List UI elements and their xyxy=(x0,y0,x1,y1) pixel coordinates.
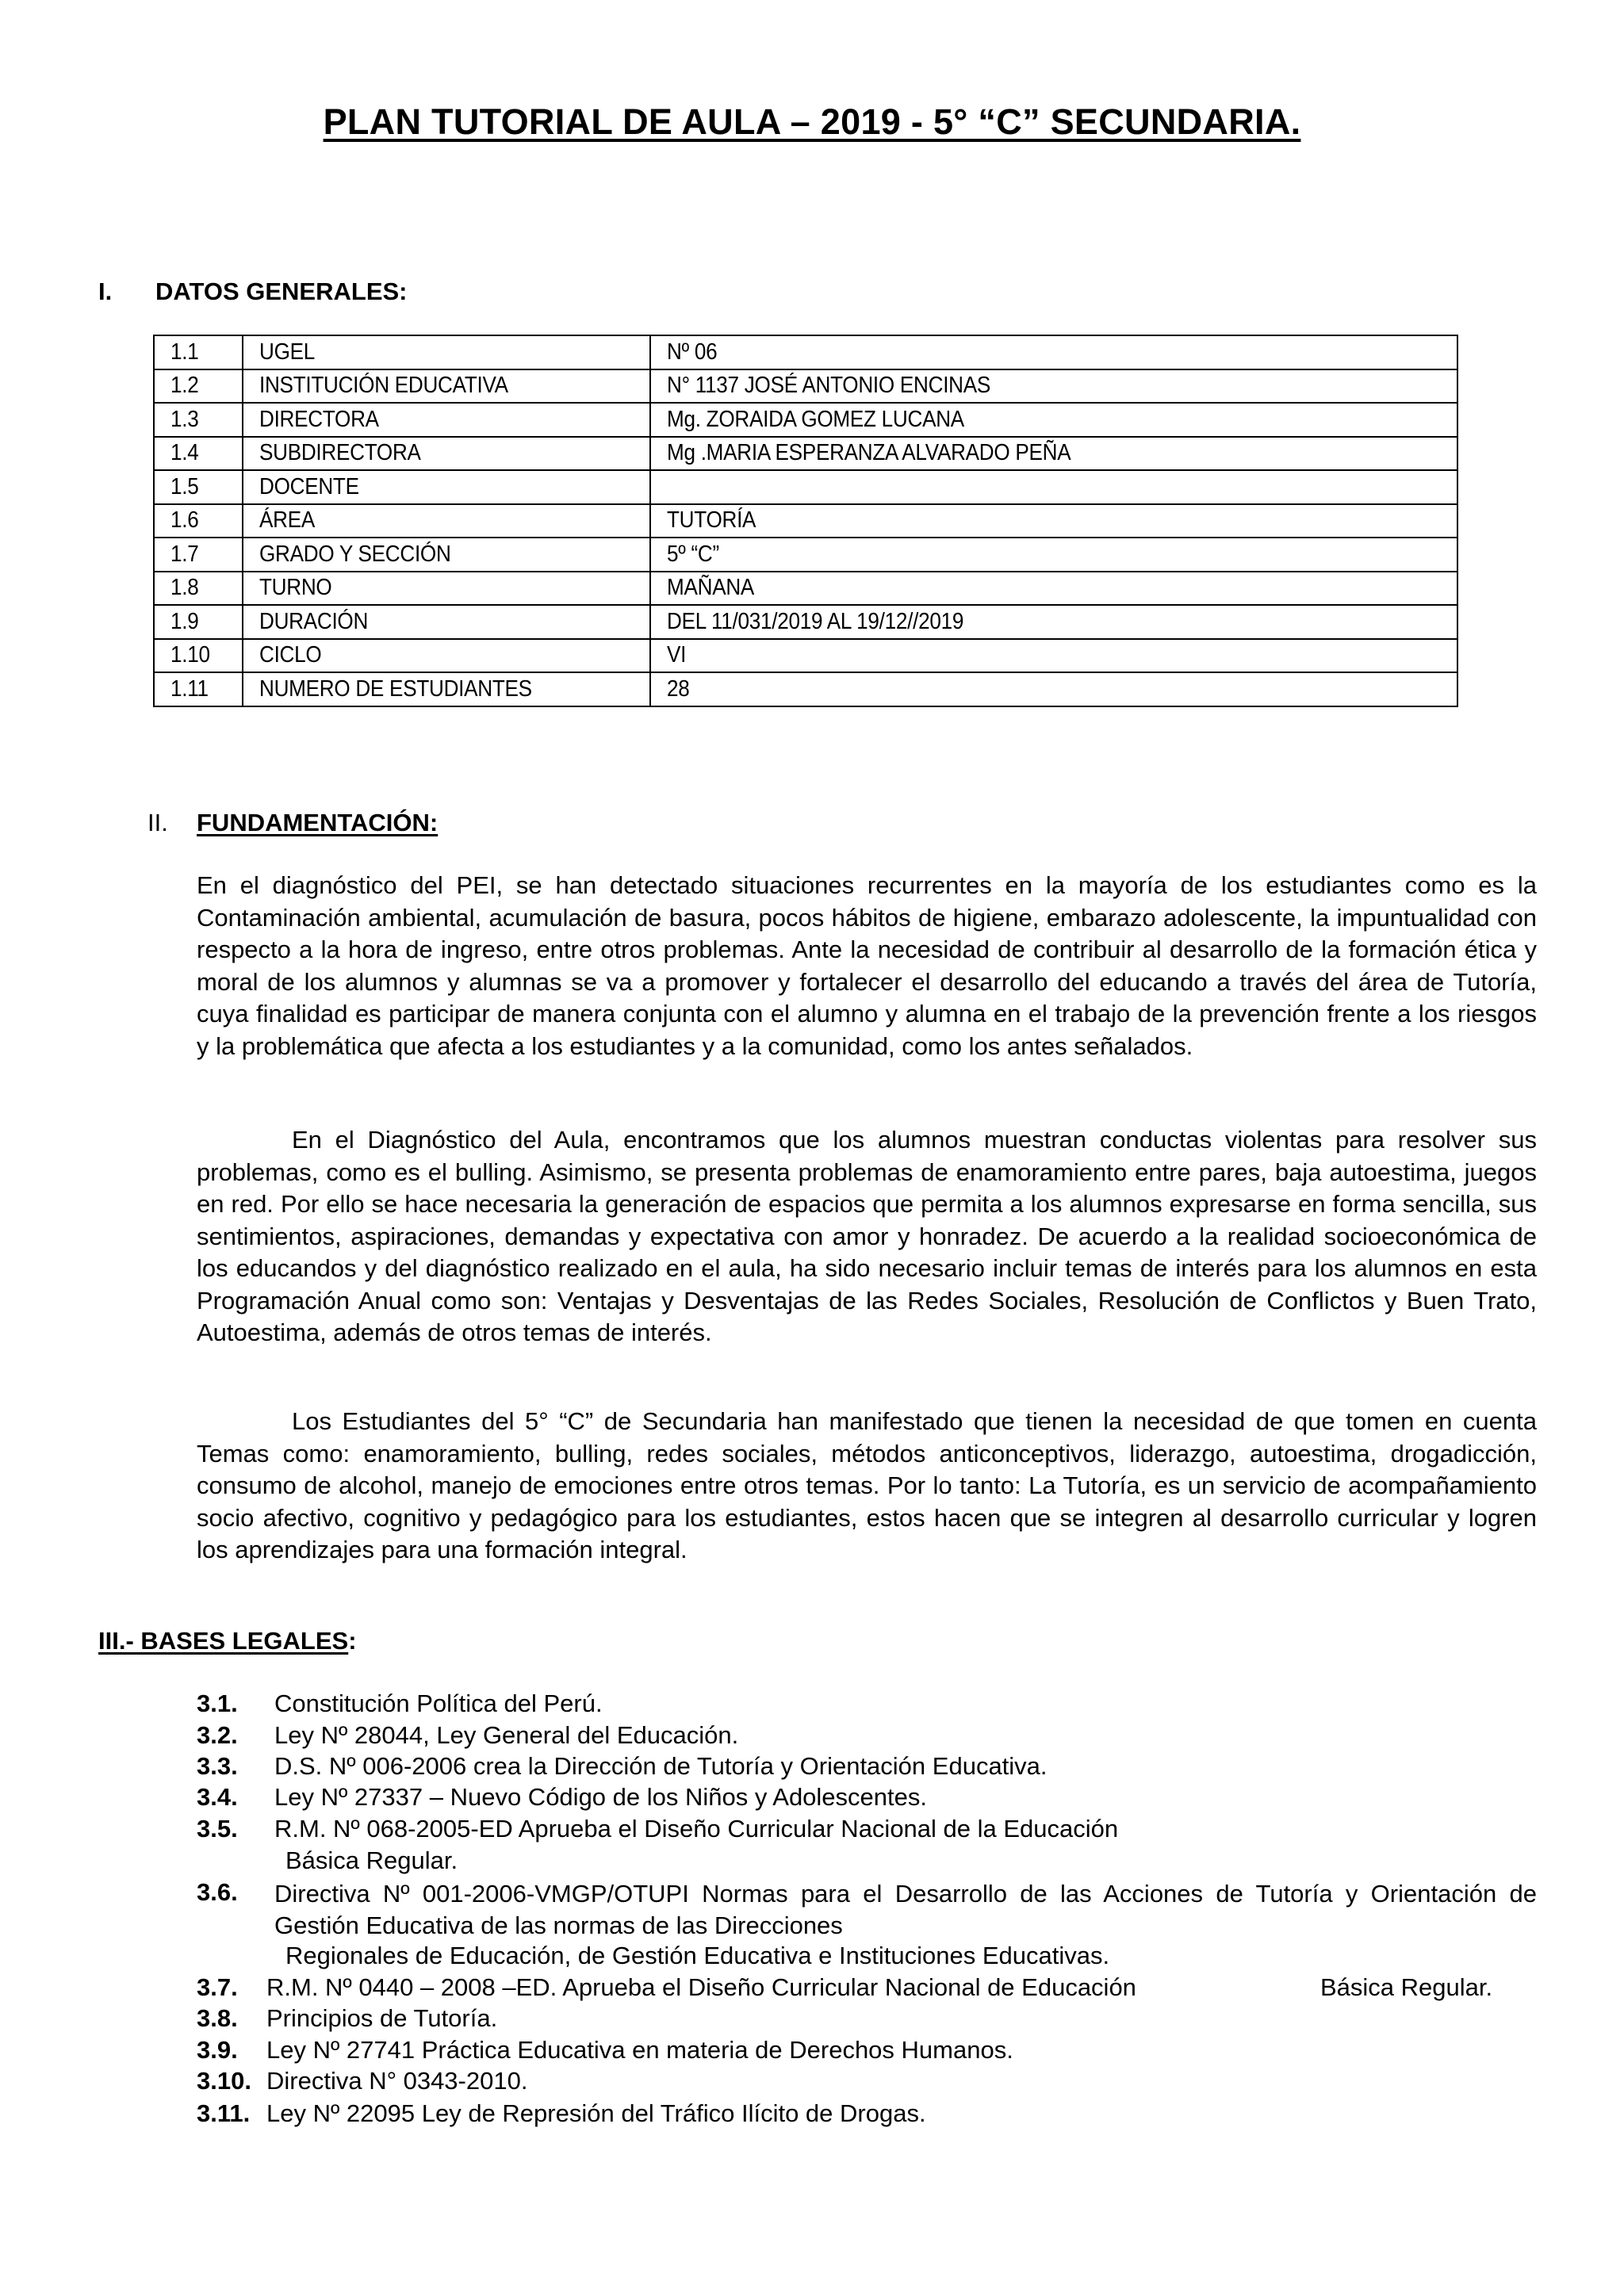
cell-text: 1.2 xyxy=(170,373,199,399)
table-cell-value xyxy=(650,538,1457,572)
fundamentacion-paragraph-2: En el Diagnóstico del Aula, encontramos que los alumnos muestran conductas violentas para resolver sus problemas, como es el bulling. Asimismo, se presenta problemas de enamoramiento entre pares, baja autoestima, juegos en red. Por ello se hace necesaria la generación de espacios que permita a los alumnos expresarse en forma sencilla, sus sentimientos, aspiraciones, demandas y expectativa con amor y honradez. De acuerdo a la realidad socioeconómica de los educandos y del diagnóstico realizado en el aula, ha sido necesario incluir temas de interés para los alumnos en esta Programación Anual como son: Ventajas y Desventajas de las Redes Sociales, Resolución de Conflictos y Buen Trato, Autoestima, además de otros temas de interés. xyxy=(197,1126,1537,1346)
table-row xyxy=(154,437,1457,471)
legal-item xyxy=(197,1752,1048,1781)
legal-item-text: D.S. Nº 006-2006 crea la Dirección de Tutoría y Orientación Educativa. xyxy=(274,1752,1048,1780)
table-cell-item xyxy=(243,470,650,504)
table-cell-item xyxy=(243,672,650,706)
table-row xyxy=(154,335,1457,369)
cell-text: DEL 11/031/2019 AL 19/12//2019 xyxy=(667,608,964,634)
cell-text: DIRECTORA xyxy=(259,406,379,432)
table-cell-item xyxy=(243,605,650,639)
table-cell-item xyxy=(243,504,650,538)
table-cell-item xyxy=(243,403,650,437)
legal-item-tail: Básica Regular. xyxy=(1320,1973,1493,2001)
cell-text: 1.10 xyxy=(170,642,210,668)
cell-text: ÁREA xyxy=(259,507,316,534)
cell-text: 1.3 xyxy=(170,406,199,432)
table-cell-value xyxy=(650,572,1457,606)
table-row xyxy=(154,504,1457,538)
cell-text: Nº 06 xyxy=(667,339,718,365)
table-cell-value xyxy=(650,672,1457,706)
legal-item-text: Principios de Tutoría. xyxy=(266,2004,498,2032)
table-row xyxy=(154,369,1457,404)
legal-item xyxy=(197,1689,603,1718)
table-cell-value xyxy=(650,437,1457,471)
cell-text: 1.11 xyxy=(170,675,209,702)
legal-item-number: 3.6. xyxy=(197,1878,238,1906)
table-cell-value xyxy=(650,639,1457,673)
legal-item xyxy=(197,1815,1118,1843)
cell-text: INSTITUCIÓN EDUCATIVA xyxy=(259,373,508,399)
table-cell-value xyxy=(650,403,1457,437)
cell-text: 1.6 xyxy=(170,507,199,534)
legal-item xyxy=(197,1783,927,1812)
table-cell-item xyxy=(243,538,650,572)
cell-text: MAÑANA xyxy=(667,575,755,601)
legal-item-text: R.M. Nº 068-2005-ED Aprueba el Diseño Curricular Nacional de la Educación xyxy=(274,1815,1119,1843)
legal-item-text: Ley Nº 22095 Ley de Represión del Tráfico Ilícito de Drogas. xyxy=(266,2099,926,2127)
table-row xyxy=(154,572,1457,606)
cell-text: 1.9 xyxy=(170,608,199,634)
cell-text: TUTORÍA xyxy=(667,507,756,534)
table-cell-item xyxy=(243,639,650,673)
cell-text: DURACIÓN xyxy=(259,608,369,634)
cell-text: Mg. ZORAIDA GOMEZ LUCANA xyxy=(667,406,964,432)
table-cell-item xyxy=(243,572,650,606)
cell-text: 1.8 xyxy=(170,575,199,601)
section-heading-bases xyxy=(98,1627,357,1655)
section-number: II. xyxy=(147,809,168,836)
table-row xyxy=(154,470,1457,504)
cell-text: 5º “C” xyxy=(667,541,719,567)
legal-item-text: Directiva Nº 001-2006-VMGP/OTUPI Normas para el Desarrollo de las Acciones de Tutoría y Orientación de Gestión Educativa de las normas de las Direcciones xyxy=(274,1880,1537,1939)
legal-item-text: Constitución Política del Perú. xyxy=(274,1689,603,1717)
legal-item-text: Directiva N° 0343-2010. xyxy=(266,2067,528,2095)
legal-item-continuation: Regionales de Educación, de Gestión Educativa e Instituciones Educativas. xyxy=(285,1942,1110,1969)
fundamentacion-paragraph-3: Los Estudiantes del 5° “C” de Secundaria han manifestado que tienen la necesidad de que tomen en cuenta Temas como: enamoramiento, bulling, redes sociales, métodos anticonceptivos, liderazgo, autoestima, drogadicción, consumo de alcohol, manejo de emociones entre otros temas. Por lo tanto: La Tutoría, es un servicio de acompañamiento socio afectivo, cognitivo y pedagógico para los estudiantes, estos hacen que se integren al desarrollo curricular y logren los aprendizajes para una formación integral. xyxy=(197,1407,1537,1563)
cell-text: 28 xyxy=(667,675,690,702)
table-cell-num xyxy=(154,538,243,572)
legal-item-number: 3.2. xyxy=(197,1721,238,1749)
table-cell-num xyxy=(154,672,243,706)
table-row xyxy=(154,538,1457,572)
table-cell-num xyxy=(154,470,243,504)
datos-generales-table xyxy=(153,335,1458,707)
table-cell-num xyxy=(154,335,243,369)
legal-item xyxy=(197,1721,738,1750)
legal-item xyxy=(197,1973,1493,2002)
legal-item xyxy=(197,2004,497,2033)
cell-text: CICLO xyxy=(259,642,322,668)
table-cell-num xyxy=(154,572,243,606)
table-cell-num xyxy=(154,437,243,471)
legal-item-number: 3.5. xyxy=(197,1815,238,1843)
cell-text: Mg .MARIA ESPERANZA ALVARADO PEÑA xyxy=(667,440,1071,466)
legal-item xyxy=(197,2067,527,2095)
table-row xyxy=(154,403,1457,437)
cell-text: 1.7 xyxy=(170,541,199,567)
legal-item-text: Ley Nº 28044, Ley General del Educación. xyxy=(274,1721,739,1749)
legal-item-number: 3.3. xyxy=(197,1752,238,1780)
table-row xyxy=(154,639,1457,673)
table-row xyxy=(154,672,1457,706)
cell-text: SUBDIRECTORA xyxy=(259,440,421,466)
table-cell-num xyxy=(154,403,243,437)
table-cell-num xyxy=(154,605,243,639)
table-cell-value xyxy=(650,605,1457,639)
table-cell-value xyxy=(650,335,1457,369)
table-cell-num xyxy=(154,504,243,538)
section-label: DATOS GENERALES: xyxy=(155,277,408,305)
table-cell-item xyxy=(243,335,650,369)
table-cell-item xyxy=(243,369,650,404)
fundamentacion-paragraph-1: En el diagnóstico del PEI, se han detectado situaciones recurrentes en la mayoría de los estudiantes como es la Contaminación ambiental, acumulación de basura, pocos hábitos de higiene, embarazo adolescente, la impuntualidad con respecto a la hora de ingreso, entre otros problemas. Ante la necesidad de contribuir al desarrollo de la formación ética y moral de los alumnos y alumnas se va a promover y fortalecer el desarrollo del educando a través del área de Tutoría, cuya finalidad es participar de manera conjunta con el alumno y alumna en el trabajo de la prevención frente a los riesgos y la problemática que afecta a los estudiantes y a la comunidad, como los antes señalados. xyxy=(197,871,1537,1060)
legal-item xyxy=(197,1878,1537,1939)
legal-item-number: 3.11. xyxy=(197,2099,251,2127)
section-heading-datos xyxy=(98,277,408,306)
table-cell-value xyxy=(650,470,1457,504)
cell-text: DOCENTE xyxy=(259,473,359,499)
section-label: FUNDAMENTACIÓN: xyxy=(197,809,439,836)
cell-text: 1.1 xyxy=(170,339,199,365)
cell-text: VI xyxy=(667,642,687,668)
table-cell-value xyxy=(650,369,1457,404)
section-heading-fundamentacion xyxy=(147,809,438,837)
legal-item xyxy=(197,2036,1013,2064)
legal-item-number: 3.8. xyxy=(197,2004,238,2032)
table-cell-num xyxy=(154,369,243,404)
cell-text: N° 1137 JOSÉ ANTONIO ENCINAS xyxy=(667,373,991,399)
cell-text: GRADO Y SECCIÓN xyxy=(259,541,451,567)
table-cell-num xyxy=(154,639,243,673)
cell-text: UGEL xyxy=(259,339,316,365)
legal-item-number: 3.7. xyxy=(197,1973,238,2001)
legal-item-number: 3.4. xyxy=(197,1783,238,1811)
legal-item-number: 3.10. xyxy=(197,2067,251,2095)
table-cell-item xyxy=(243,437,650,471)
cell-text: NUMERO DE ESTUDIANTES xyxy=(259,675,532,702)
cell-text: 1.4 xyxy=(170,440,199,466)
section-number: I. xyxy=(98,277,113,305)
legal-item-text: R.M. Nº 0440 – 2008 –ED. Aprueba el Diseño Curricular Nacional de Educación xyxy=(266,1973,1136,2001)
section-label: III.- BASES LEGALES xyxy=(98,1627,349,1655)
legal-item-number: 3.9. xyxy=(197,2036,238,2064)
section-colon: : xyxy=(348,1627,357,1655)
cell-text: 1.5 xyxy=(170,473,199,499)
legal-item-text: Ley Nº 27741 Práctica Educativa en materia de Derechos Humanos. xyxy=(266,2036,1013,2064)
cell-text: TURNO xyxy=(259,575,332,601)
legal-item-number: 3.1. xyxy=(197,1689,238,1717)
legal-item-text: Ley Nº 27337 – Nuevo Código de los Niños y Adolescentes. xyxy=(274,1783,927,1811)
table-cell-value xyxy=(650,504,1457,538)
page-title: PLAN TUTORIAL DE AULA – 2019 - 5° “C” SECUNDARIA. xyxy=(323,101,1301,142)
table-row xyxy=(154,605,1457,639)
legal-item-continuation: Básica Regular. xyxy=(285,1846,458,1874)
legal-item xyxy=(197,2099,926,2128)
